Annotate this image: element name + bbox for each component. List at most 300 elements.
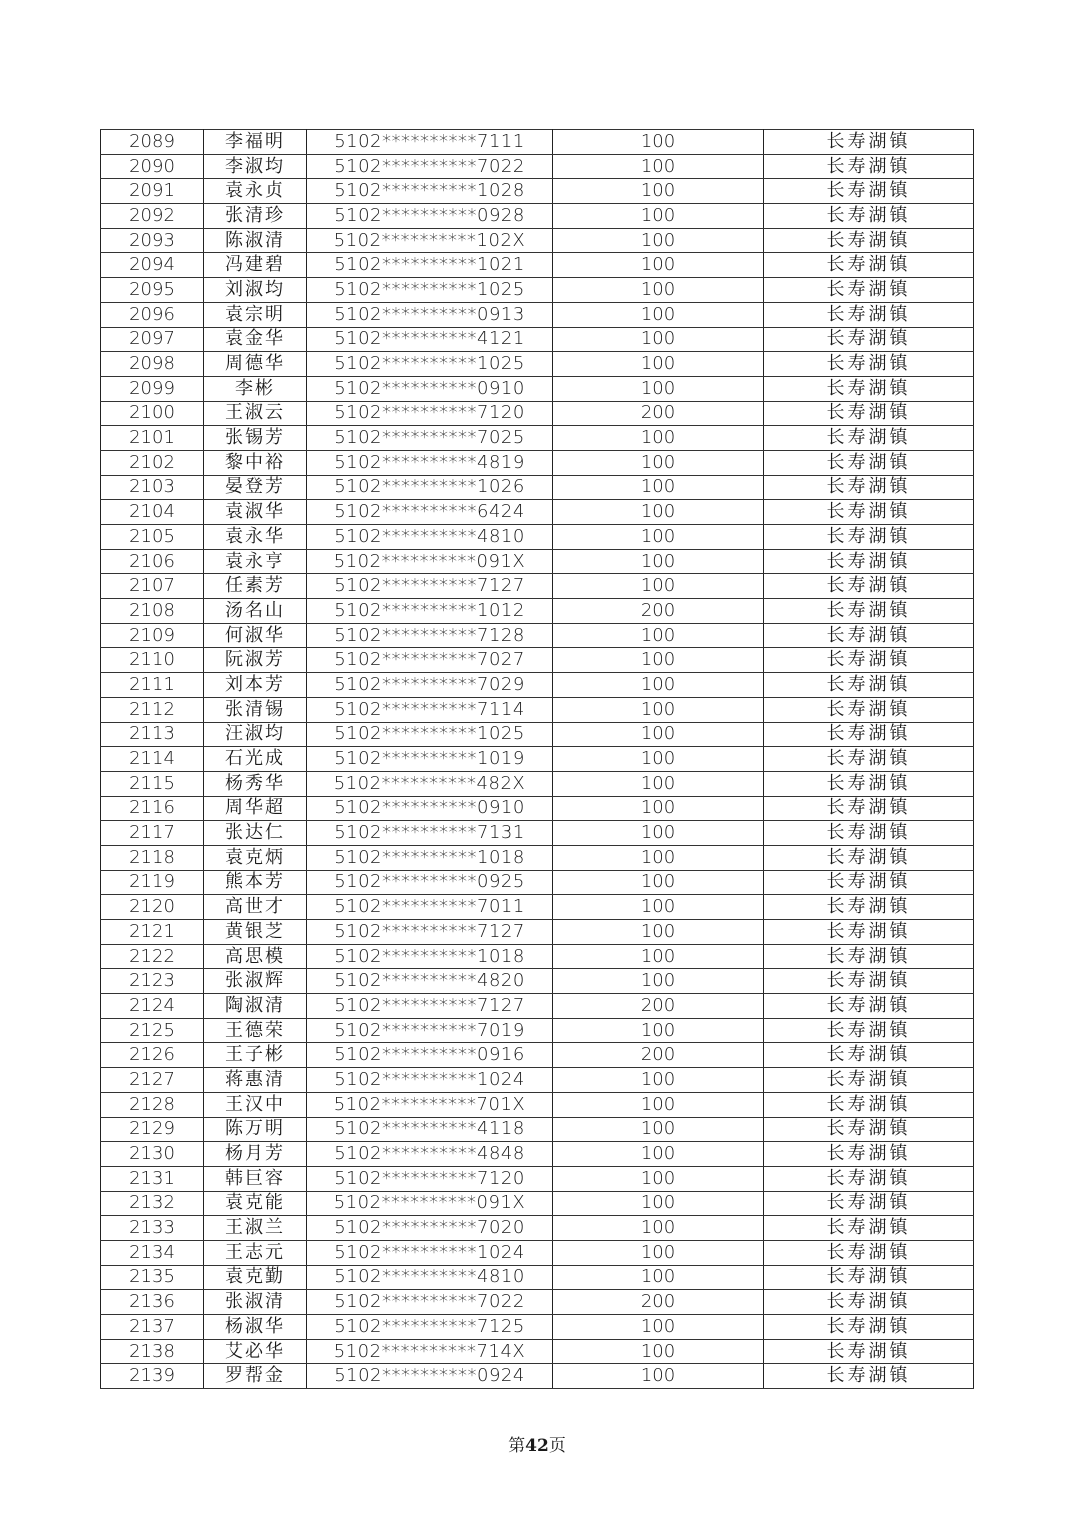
id-number-cell: 5102**********714X bbox=[307, 1339, 553, 1364]
name-cell: 李彬 bbox=[204, 376, 307, 401]
id-number-cell: 5102**********091X bbox=[307, 549, 553, 574]
id-number-cell: 5102**********7127 bbox=[307, 574, 553, 599]
name-cell: 李福明 bbox=[204, 130, 307, 155]
serial-number-cell: 2136 bbox=[101, 1290, 204, 1315]
table-row bbox=[101, 796, 974, 821]
id-number-cell: 5102**********7022 bbox=[307, 154, 553, 179]
id-number-cell: 5102**********7120 bbox=[307, 1166, 553, 1191]
table-row bbox=[101, 944, 974, 969]
amount-cell: 100 bbox=[553, 204, 764, 229]
town-cell: 长寿湖镇 bbox=[764, 401, 974, 426]
town-cell: 长寿湖镇 bbox=[764, 1092, 974, 1117]
amount-cell: 100 bbox=[553, 1315, 764, 1340]
name-cell: 汪淑均 bbox=[204, 722, 307, 747]
town-cell: 长寿湖镇 bbox=[764, 1265, 974, 1290]
town-cell: 长寿湖镇 bbox=[764, 1117, 974, 1142]
town-cell: 长寿湖镇 bbox=[764, 278, 974, 303]
town-cell: 长寿湖镇 bbox=[764, 450, 974, 475]
serial-number-cell: 2109 bbox=[101, 623, 204, 648]
name-cell: 周德华 bbox=[204, 352, 307, 377]
table-row bbox=[101, 1216, 974, 1241]
name-cell: 陈万明 bbox=[204, 1117, 307, 1142]
name-cell: 晏登芳 bbox=[204, 475, 307, 500]
name-cell: 冯建碧 bbox=[204, 253, 307, 278]
table-row bbox=[101, 574, 974, 599]
serial-number-cell: 2102 bbox=[101, 450, 204, 475]
town-cell: 长寿湖镇 bbox=[764, 154, 974, 179]
serial-number-cell: 2134 bbox=[101, 1240, 204, 1265]
town-cell: 长寿湖镇 bbox=[764, 1315, 974, 1340]
name-cell: 张锡芳 bbox=[204, 426, 307, 451]
page-label-prefix: 第 bbox=[508, 1436, 526, 1456]
table-row bbox=[101, 253, 974, 278]
town-cell: 长寿湖镇 bbox=[764, 1216, 974, 1241]
table-row bbox=[101, 352, 974, 377]
amount-cell: 100 bbox=[553, 1117, 764, 1142]
amount-cell: 100 bbox=[553, 500, 764, 525]
id-number-cell: 5102**********7125 bbox=[307, 1315, 553, 1340]
amount-cell: 100 bbox=[553, 895, 764, 920]
table-row bbox=[101, 1191, 974, 1216]
serial-number-cell: 2120 bbox=[101, 895, 204, 920]
name-cell: 王汉中 bbox=[204, 1092, 307, 1117]
id-number-cell: 5102**********1024 bbox=[307, 1240, 553, 1265]
table-row bbox=[101, 895, 974, 920]
town-cell: 长寿湖镇 bbox=[764, 673, 974, 698]
amount-cell: 200 bbox=[553, 599, 764, 624]
amount-cell: 100 bbox=[553, 845, 764, 870]
id-number-cell: 5102**********102X bbox=[307, 228, 553, 253]
amount-cell: 200 bbox=[553, 994, 764, 1019]
name-cell: 陈淑清 bbox=[204, 228, 307, 253]
table-row bbox=[101, 130, 974, 155]
amount-cell: 100 bbox=[553, 228, 764, 253]
amount-cell: 200 bbox=[553, 1290, 764, 1315]
id-number-cell: 5102**********091X bbox=[307, 1191, 553, 1216]
serial-number-cell: 2117 bbox=[101, 821, 204, 846]
id-number-cell: 5102**********1024 bbox=[307, 1068, 553, 1093]
name-cell: 张清珍 bbox=[204, 204, 307, 229]
amount-cell: 200 bbox=[553, 401, 764, 426]
serial-number-cell: 2115 bbox=[101, 771, 204, 796]
name-cell: 张淑清 bbox=[204, 1290, 307, 1315]
table-row bbox=[101, 1290, 974, 1315]
name-cell: 杨秀华 bbox=[204, 771, 307, 796]
serial-number-cell: 2108 bbox=[101, 599, 204, 624]
serial-number-cell: 2116 bbox=[101, 796, 204, 821]
amount-cell: 200 bbox=[553, 1043, 764, 1068]
name-cell: 袁金华 bbox=[204, 327, 307, 352]
table-row bbox=[101, 1043, 974, 1068]
town-cell: 长寿湖镇 bbox=[764, 1166, 974, 1191]
serial-number-cell: 2124 bbox=[101, 994, 204, 1019]
id-number-cell: 5102**********1018 bbox=[307, 944, 553, 969]
amount-cell: 100 bbox=[553, 327, 764, 352]
name-cell: 王子彬 bbox=[204, 1043, 307, 1068]
town-cell: 长寿湖镇 bbox=[764, 623, 974, 648]
town-cell: 长寿湖镇 bbox=[764, 1240, 974, 1265]
id-number-cell: 5102**********7127 bbox=[307, 920, 553, 945]
name-cell: 何淑华 bbox=[204, 623, 307, 648]
serial-number-cell: 2127 bbox=[101, 1068, 204, 1093]
amount-cell: 100 bbox=[553, 1166, 764, 1191]
town-cell: 长寿湖镇 bbox=[764, 1068, 974, 1093]
name-cell: 熊本芳 bbox=[204, 870, 307, 895]
table-row bbox=[101, 525, 974, 550]
town-cell: 长寿湖镇 bbox=[764, 895, 974, 920]
table-row bbox=[101, 302, 974, 327]
name-cell: 高思模 bbox=[204, 944, 307, 969]
town-cell: 长寿湖镇 bbox=[764, 821, 974, 846]
serial-number-cell: 2129 bbox=[101, 1117, 204, 1142]
table-row bbox=[101, 673, 974, 698]
table-row bbox=[101, 870, 974, 895]
amount-cell: 100 bbox=[553, 426, 764, 451]
table-row bbox=[101, 204, 974, 229]
amount-cell: 100 bbox=[553, 623, 764, 648]
table-row bbox=[101, 722, 974, 747]
name-cell: 任素芳 bbox=[204, 574, 307, 599]
serial-number-cell: 2130 bbox=[101, 1142, 204, 1167]
town-cell: 长寿湖镇 bbox=[764, 1191, 974, 1216]
table-row bbox=[101, 994, 974, 1019]
roster-table bbox=[100, 129, 974, 1389]
serial-number-cell: 2107 bbox=[101, 574, 204, 599]
name-cell: 王德荣 bbox=[204, 1018, 307, 1043]
amount-cell: 100 bbox=[553, 352, 764, 377]
amount-cell: 100 bbox=[553, 1092, 764, 1117]
table-row bbox=[101, 747, 974, 772]
amount-cell: 100 bbox=[553, 179, 764, 204]
name-cell: 袁永亨 bbox=[204, 549, 307, 574]
table-row bbox=[101, 920, 974, 945]
serial-number-cell: 2089 bbox=[101, 130, 204, 155]
town-cell: 长寿湖镇 bbox=[764, 525, 974, 550]
id-number-cell: 5102**********0928 bbox=[307, 204, 553, 229]
table-row bbox=[101, 154, 974, 179]
amount-cell: 100 bbox=[553, 771, 764, 796]
name-cell: 袁永贞 bbox=[204, 179, 307, 204]
table-row bbox=[101, 1240, 974, 1265]
name-cell: 石光成 bbox=[204, 747, 307, 772]
town-cell: 长寿湖镇 bbox=[764, 574, 974, 599]
serial-number-cell: 2090 bbox=[101, 154, 204, 179]
amount-cell: 100 bbox=[553, 1068, 764, 1093]
id-number-cell: 5102**********4820 bbox=[307, 969, 553, 994]
table-row bbox=[101, 1339, 974, 1364]
page-footer bbox=[0, 1431, 1074, 1456]
roster-table-body bbox=[101, 130, 974, 1389]
amount-cell: 100 bbox=[553, 1240, 764, 1265]
town-cell: 长寿湖镇 bbox=[764, 845, 974, 870]
id-number-cell: 5102**********7114 bbox=[307, 697, 553, 722]
town-cell: 长寿湖镇 bbox=[764, 1339, 974, 1364]
name-cell: 王淑兰 bbox=[204, 1216, 307, 1241]
serial-number-cell: 2103 bbox=[101, 475, 204, 500]
town-cell: 长寿湖镇 bbox=[764, 1043, 974, 1068]
serial-number-cell: 2105 bbox=[101, 525, 204, 550]
name-cell: 王淑云 bbox=[204, 401, 307, 426]
table-row bbox=[101, 1018, 974, 1043]
serial-number-cell: 2118 bbox=[101, 845, 204, 870]
name-cell: 高世才 bbox=[204, 895, 307, 920]
id-number-cell: 5102**********1025 bbox=[307, 722, 553, 747]
amount-cell: 100 bbox=[553, 525, 764, 550]
id-number-cell: 5102**********1028 bbox=[307, 179, 553, 204]
town-cell: 长寿湖镇 bbox=[764, 920, 974, 945]
amount-cell: 100 bbox=[553, 821, 764, 846]
id-number-cell: 5102**********7131 bbox=[307, 821, 553, 846]
serial-number-cell: 2131 bbox=[101, 1166, 204, 1191]
amount-cell: 100 bbox=[553, 475, 764, 500]
amount-cell: 100 bbox=[553, 1142, 764, 1167]
town-cell: 长寿湖镇 bbox=[764, 969, 974, 994]
id-number-cell: 5102**********1018 bbox=[307, 845, 553, 870]
id-number-cell: 5102**********7020 bbox=[307, 1216, 553, 1241]
amount-cell: 100 bbox=[553, 944, 764, 969]
serial-number-cell: 2113 bbox=[101, 722, 204, 747]
id-number-cell: 5102**********1025 bbox=[307, 352, 553, 377]
amount-cell: 100 bbox=[553, 1265, 764, 1290]
town-cell: 长寿湖镇 bbox=[764, 130, 974, 155]
town-cell: 长寿湖镇 bbox=[764, 426, 974, 451]
town-cell: 长寿湖镇 bbox=[764, 648, 974, 673]
amount-cell: 100 bbox=[553, 450, 764, 475]
amount-cell: 100 bbox=[553, 697, 764, 722]
town-cell: 长寿湖镇 bbox=[764, 352, 974, 377]
town-cell: 长寿湖镇 bbox=[764, 376, 974, 401]
id-number-cell: 5102**********0925 bbox=[307, 870, 553, 895]
name-cell: 杨月芳 bbox=[204, 1142, 307, 1167]
name-cell: 王志元 bbox=[204, 1240, 307, 1265]
id-number-cell: 5102**********0913 bbox=[307, 302, 553, 327]
amount-cell: 100 bbox=[553, 1216, 764, 1241]
name-cell: 张清锡 bbox=[204, 697, 307, 722]
name-cell: 杨淑华 bbox=[204, 1315, 307, 1340]
amount-cell: 100 bbox=[553, 796, 764, 821]
serial-number-cell: 2106 bbox=[101, 549, 204, 574]
town-cell: 长寿湖镇 bbox=[764, 599, 974, 624]
table-row bbox=[101, 599, 974, 624]
serial-number-cell: 2123 bbox=[101, 969, 204, 994]
name-cell: 袁永华 bbox=[204, 525, 307, 550]
id-number-cell: 5102**********701X bbox=[307, 1092, 553, 1117]
serial-number-cell: 2125 bbox=[101, 1018, 204, 1043]
name-cell: 周华超 bbox=[204, 796, 307, 821]
town-cell: 长寿湖镇 bbox=[764, 302, 974, 327]
serial-number-cell: 2128 bbox=[101, 1092, 204, 1117]
serial-number-cell: 2096 bbox=[101, 302, 204, 327]
serial-number-cell: 2099 bbox=[101, 376, 204, 401]
serial-number-cell: 2104 bbox=[101, 500, 204, 525]
name-cell: 刘淑均 bbox=[204, 278, 307, 303]
town-cell: 长寿湖镇 bbox=[764, 1290, 974, 1315]
table-row bbox=[101, 969, 974, 994]
amount-cell: 100 bbox=[553, 969, 764, 994]
town-cell: 长寿湖镇 bbox=[764, 253, 974, 278]
page-label-suffix: 页 bbox=[548, 1436, 566, 1456]
town-cell: 长寿湖镇 bbox=[764, 747, 974, 772]
id-number-cell: 5102**********7111 bbox=[307, 130, 553, 155]
table-row bbox=[101, 771, 974, 796]
id-number-cell: 5102**********7025 bbox=[307, 426, 553, 451]
id-number-cell: 5102**********6424 bbox=[307, 500, 553, 525]
serial-number-cell: 2094 bbox=[101, 253, 204, 278]
serial-number-cell: 2139 bbox=[101, 1364, 204, 1389]
id-number-cell: 5102**********0916 bbox=[307, 1043, 553, 1068]
table-row bbox=[101, 179, 974, 204]
serial-number-cell: 2135 bbox=[101, 1265, 204, 1290]
amount-cell: 100 bbox=[553, 747, 764, 772]
name-cell: 袁克炳 bbox=[204, 845, 307, 870]
table-row bbox=[101, 821, 974, 846]
amount-cell: 100 bbox=[553, 574, 764, 599]
amount-cell: 100 bbox=[553, 154, 764, 179]
name-cell: 阮淑芳 bbox=[204, 648, 307, 673]
serial-number-cell: 2111 bbox=[101, 673, 204, 698]
id-number-cell: 5102**********0910 bbox=[307, 376, 553, 401]
serial-number-cell: 2110 bbox=[101, 648, 204, 673]
id-number-cell: 5102**********1012 bbox=[307, 599, 553, 624]
town-cell: 长寿湖镇 bbox=[764, 796, 974, 821]
name-cell: 袁克勤 bbox=[204, 1265, 307, 1290]
table-row bbox=[101, 1166, 974, 1191]
town-cell: 长寿湖镇 bbox=[764, 549, 974, 574]
name-cell: 袁宗明 bbox=[204, 302, 307, 327]
town-cell: 长寿湖镇 bbox=[764, 500, 974, 525]
amount-cell: 100 bbox=[553, 870, 764, 895]
table-row bbox=[101, 549, 974, 574]
town-cell: 长寿湖镇 bbox=[764, 475, 974, 500]
name-cell: 张达仁 bbox=[204, 821, 307, 846]
town-cell: 长寿湖镇 bbox=[764, 204, 974, 229]
table-row bbox=[101, 697, 974, 722]
town-cell: 长寿湖镇 bbox=[764, 179, 974, 204]
amount-cell: 100 bbox=[553, 278, 764, 303]
table-row bbox=[101, 376, 974, 401]
id-number-cell: 5102**********7128 bbox=[307, 623, 553, 648]
name-cell: 蒋惠清 bbox=[204, 1068, 307, 1093]
amount-cell: 100 bbox=[553, 549, 764, 574]
name-cell: 罗帮金 bbox=[204, 1364, 307, 1389]
id-number-cell: 5102**********0924 bbox=[307, 1364, 553, 1389]
table-row bbox=[101, 475, 974, 500]
id-number-cell: 5102**********7027 bbox=[307, 648, 553, 673]
id-number-cell: 5102**********7029 bbox=[307, 673, 553, 698]
id-number-cell: 5102**********482X bbox=[307, 771, 553, 796]
table-row bbox=[101, 1315, 974, 1340]
town-cell: 长寿湖镇 bbox=[764, 771, 974, 796]
id-number-cell: 5102**********7019 bbox=[307, 1018, 553, 1043]
serial-number-cell: 2112 bbox=[101, 697, 204, 722]
amount-cell: 100 bbox=[553, 1364, 764, 1389]
id-number-cell: 5102**********1025 bbox=[307, 278, 553, 303]
name-cell: 袁淑华 bbox=[204, 500, 307, 525]
amount-cell: 100 bbox=[553, 648, 764, 673]
serial-number-cell: 2100 bbox=[101, 401, 204, 426]
town-cell: 长寿湖镇 bbox=[764, 697, 974, 722]
table-row bbox=[101, 648, 974, 673]
table-row bbox=[101, 278, 974, 303]
table-row bbox=[101, 1092, 974, 1117]
id-number-cell: 5102**********7127 bbox=[307, 994, 553, 1019]
name-cell: 黄银芝 bbox=[204, 920, 307, 945]
page-number: 42 bbox=[525, 1436, 549, 1456]
serial-number-cell: 2122 bbox=[101, 944, 204, 969]
name-cell: 陶淑清 bbox=[204, 994, 307, 1019]
town-cell: 长寿湖镇 bbox=[764, 1364, 974, 1389]
name-cell: 韩巨容 bbox=[204, 1166, 307, 1191]
name-cell: 汤名山 bbox=[204, 599, 307, 624]
amount-cell: 100 bbox=[553, 673, 764, 698]
amount-cell: 100 bbox=[553, 1191, 764, 1216]
serial-number-cell: 2101 bbox=[101, 426, 204, 451]
town-cell: 长寿湖镇 bbox=[764, 722, 974, 747]
town-cell: 长寿湖镇 bbox=[764, 228, 974, 253]
serial-number-cell: 2137 bbox=[101, 1315, 204, 1340]
amount-cell: 100 bbox=[553, 1018, 764, 1043]
name-cell: 李淑均 bbox=[204, 154, 307, 179]
serial-number-cell: 2132 bbox=[101, 1191, 204, 1216]
table-row bbox=[101, 845, 974, 870]
town-cell: 长寿湖镇 bbox=[764, 870, 974, 895]
serial-number-cell: 2092 bbox=[101, 204, 204, 229]
id-number-cell: 5102**********1019 bbox=[307, 747, 553, 772]
amount-cell: 100 bbox=[553, 130, 764, 155]
id-number-cell: 5102**********4810 bbox=[307, 1265, 553, 1290]
id-number-cell: 5102**********1026 bbox=[307, 475, 553, 500]
serial-number-cell: 2138 bbox=[101, 1339, 204, 1364]
amount-cell: 100 bbox=[553, 253, 764, 278]
name-cell: 刘本芳 bbox=[204, 673, 307, 698]
id-number-cell: 5102**********4819 bbox=[307, 450, 553, 475]
name-cell: 艾必华 bbox=[204, 1339, 307, 1364]
serial-number-cell: 2093 bbox=[101, 228, 204, 253]
town-cell: 长寿湖镇 bbox=[764, 944, 974, 969]
table-row bbox=[101, 1364, 974, 1389]
id-number-cell: 5102**********4121 bbox=[307, 327, 553, 352]
amount-cell: 100 bbox=[553, 920, 764, 945]
table-row bbox=[101, 1265, 974, 1290]
serial-number-cell: 2126 bbox=[101, 1043, 204, 1068]
id-number-cell: 5102**********7011 bbox=[307, 895, 553, 920]
id-number-cell: 5102**********4848 bbox=[307, 1142, 553, 1167]
table-row bbox=[101, 450, 974, 475]
town-cell: 长寿湖镇 bbox=[764, 1018, 974, 1043]
name-cell: 张淑辉 bbox=[204, 969, 307, 994]
table-row bbox=[101, 500, 974, 525]
amount-cell: 100 bbox=[553, 1339, 764, 1364]
table-row bbox=[101, 1068, 974, 1093]
town-cell: 长寿湖镇 bbox=[764, 1142, 974, 1167]
serial-number-cell: 2095 bbox=[101, 278, 204, 303]
amount-cell: 100 bbox=[553, 722, 764, 747]
table-row bbox=[101, 327, 974, 352]
id-number-cell: 5102**********1021 bbox=[307, 253, 553, 278]
name-cell: 袁克能 bbox=[204, 1191, 307, 1216]
table-row bbox=[101, 426, 974, 451]
amount-cell: 100 bbox=[553, 376, 764, 401]
name-cell: 黎中裕 bbox=[204, 450, 307, 475]
id-number-cell: 5102**********4118 bbox=[307, 1117, 553, 1142]
id-number-cell: 5102**********7120 bbox=[307, 401, 553, 426]
table-row bbox=[101, 401, 974, 426]
id-number-cell: 5102**********0910 bbox=[307, 796, 553, 821]
table-row bbox=[101, 1142, 974, 1167]
id-number-cell: 5102**********4810 bbox=[307, 525, 553, 550]
table-row bbox=[101, 228, 974, 253]
serial-number-cell: 2121 bbox=[101, 920, 204, 945]
